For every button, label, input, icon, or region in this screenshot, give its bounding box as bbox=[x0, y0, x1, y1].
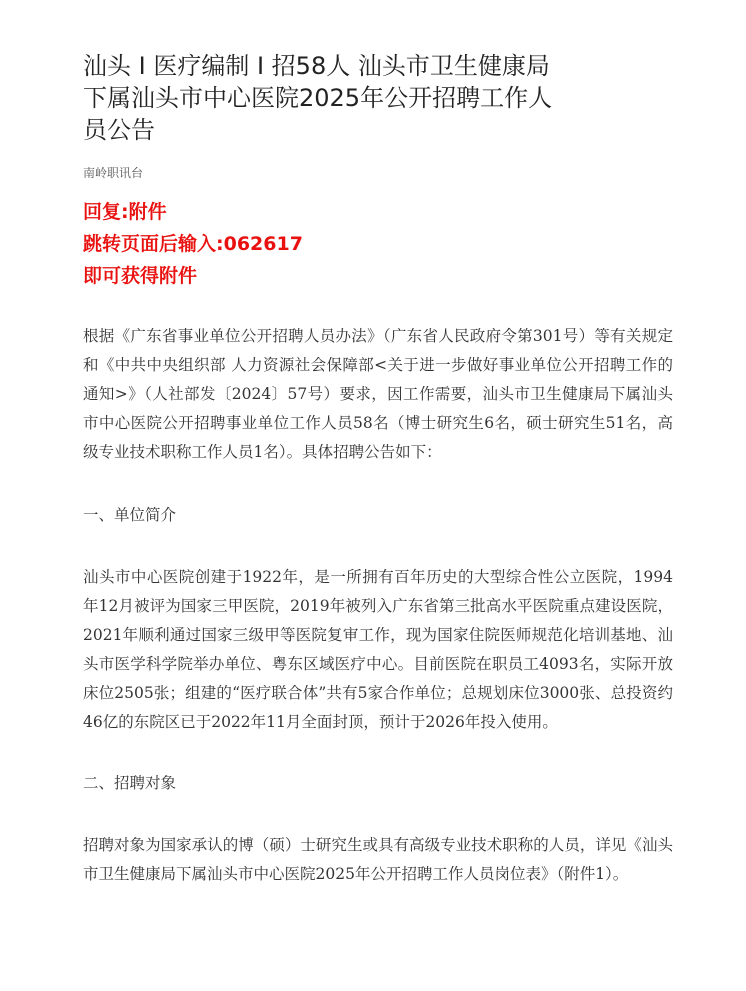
author-link[interactable]: 南岭职讯台 bbox=[83, 166, 144, 180]
promo-block bbox=[83, 196, 673, 292]
section-heading-unit-intro: 一、单位简介 bbox=[83, 506, 177, 524]
section-heading-recruit-target: 二、招聘对象 bbox=[83, 774, 177, 792]
intro-paragraph: 根据《广东省事业单位公开招聘人员办法》（广东省人民政府令第301号）等有关规定和《中共中央组织部 人力资源社会保障部<关于进一步做好事业单位公开招聘工作的通知>》（人社部发〔2024〕57号）要求，因工作需要，汕头市卫生健康局下属汕头市中心医院公开招聘事业单位工作人员58名（博士研究生6名，硕士研究生51名，高级专业技术职称工作人员1名）。具体招聘公告如下： bbox=[83, 327, 673, 461]
promo-line-get: 即可获得附件 bbox=[83, 265, 198, 287]
promo-line-reply: 回复:附件 bbox=[83, 201, 167, 223]
article bbox=[83, 50, 673, 889]
promo-line-code: 跳转页面后输入:062617 bbox=[83, 233, 303, 255]
article-title: 汕头 I 医疗编制 I 招58人 汕头市卫生健康局下属汕头市中心医院2025年公开招聘工作人员公告 bbox=[83, 52, 553, 144]
section-body-recruit-target: 招聘对象为国家承认的博（硕）士研究生或具有高级专业技术职称的人员，详见《汕头市卫生健康局下属汕头市中心医院2025年公开招聘工作人员岗位表》（附件1）。 bbox=[83, 836, 673, 883]
section-body-unit-intro: 汕头市中心医院创建于1922年，是一所拥有百年历史的大型综合性公立医院，1994年12月被评为国家三甲医院，2019年被列入广东省第三批高水平医院重点建设医院，2021年顺利通过国家三级甲等医院复审工作，现为国家住院医师规范化培训基地、汕头市医学科学院举办单位、粤东区域医疗中心。目前医院在职员工4093名，实际开放床位2505张；组建的“医疗联合体”共有5家合作单位；总规划床位3000张、总投资约46亿的东院区已于2022年11月全面封顶，预计于2026年投入使用。 bbox=[83, 568, 673, 731]
